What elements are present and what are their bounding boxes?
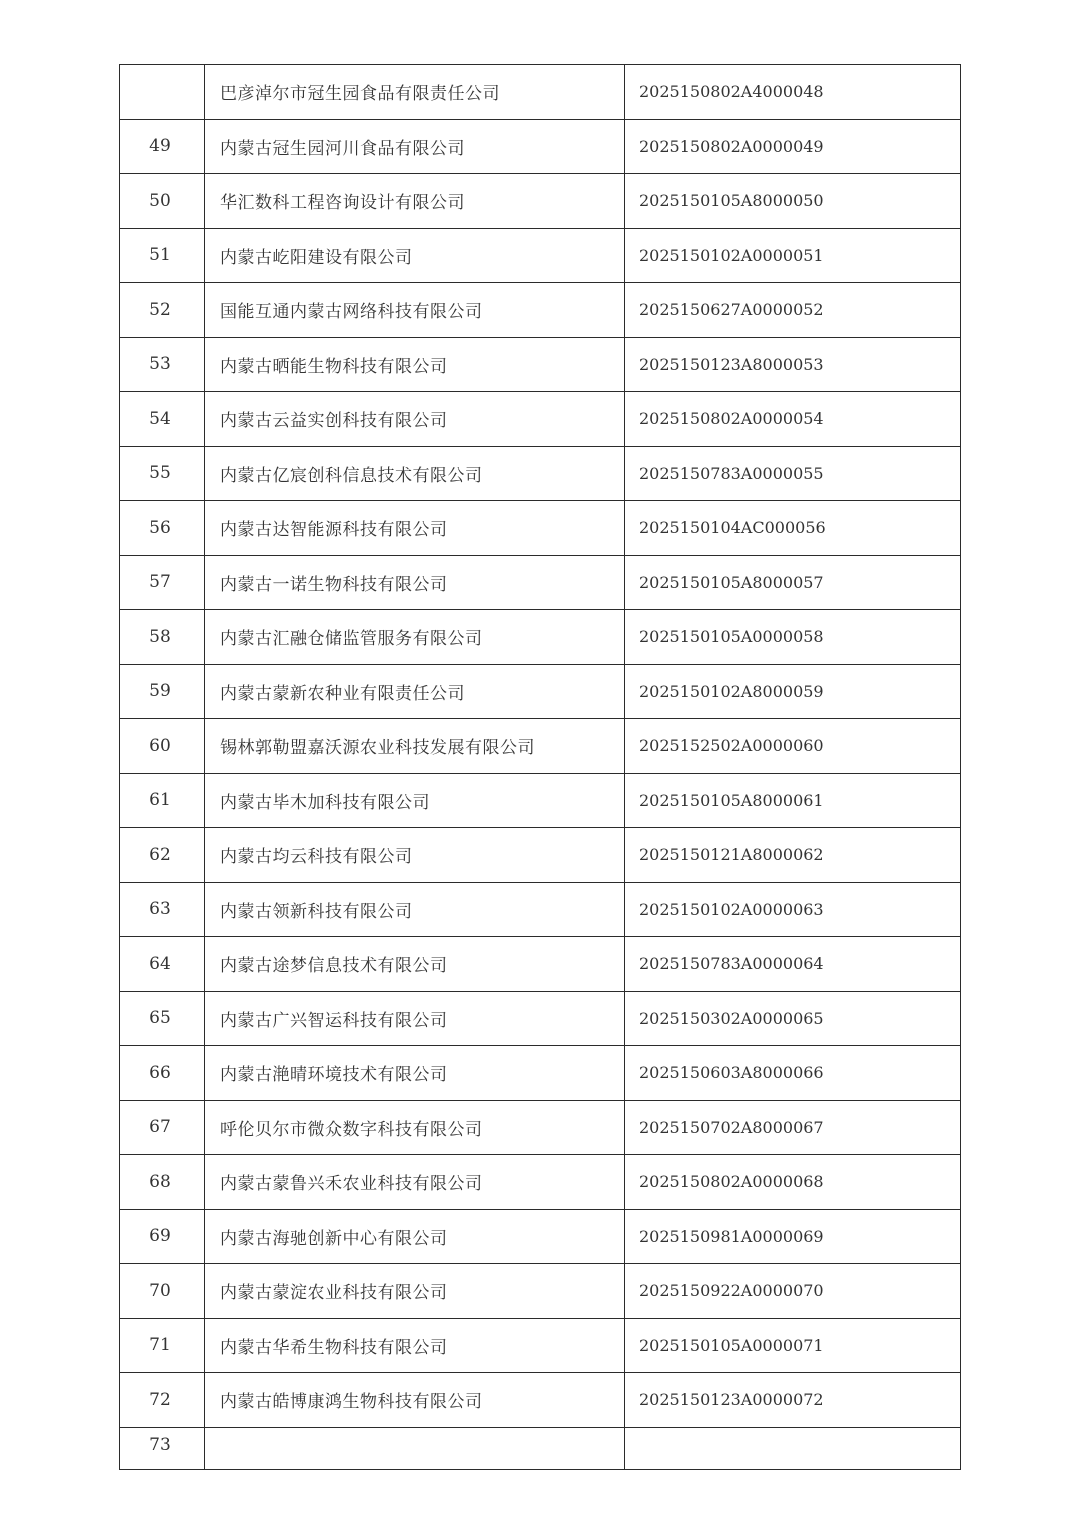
company-registry-table xyxy=(119,64,961,1470)
company-name: 巴彦淖尔市冠生园食品有限责任公司 xyxy=(205,65,625,120)
company-name: 内蒙古云益实创科技有限公司 xyxy=(205,392,625,447)
row-index: 59 xyxy=(120,664,205,719)
row-index: 55 xyxy=(120,446,205,501)
company-name: 内蒙古均云科技有限公司 xyxy=(205,828,625,883)
company-name: 内蒙古亿宸创科信息技术有限公司 xyxy=(205,446,625,501)
table-row xyxy=(120,1100,961,1155)
table-row xyxy=(120,119,961,174)
row-index: 58 xyxy=(120,610,205,665)
registration-code: 2025150105A8000061 xyxy=(625,773,961,828)
company-name: 内蒙古蒙鲁兴禾农业科技有限公司 xyxy=(205,1155,625,1210)
row-index: 62 xyxy=(120,828,205,883)
registration-code: 2025150102A0000051 xyxy=(625,228,961,283)
company-name: 呼伦贝尔市微众数字科技有限公司 xyxy=(205,1100,625,1155)
registration-code: 2025152502A0000060 xyxy=(625,719,961,774)
company-name: 内蒙古冠生园河川食品有限公司 xyxy=(205,119,625,174)
registration-code: 2025150105A0000071 xyxy=(625,1318,961,1373)
table-row xyxy=(120,937,961,992)
company-name: 内蒙古华希生物科技有限公司 xyxy=(205,1318,625,1373)
company-name: 内蒙古滟晴环境技术有限公司 xyxy=(205,1046,625,1101)
document-page xyxy=(119,64,960,1470)
row-index: 68 xyxy=(120,1155,205,1210)
table-row xyxy=(120,174,961,229)
row-index xyxy=(120,65,205,120)
row-index: 54 xyxy=(120,392,205,447)
row-index: 73 xyxy=(120,1427,205,1469)
company-name: 国能互通内蒙古网络科技有限公司 xyxy=(205,283,625,338)
registration-code: 2025150783A0000064 xyxy=(625,937,961,992)
row-index: 60 xyxy=(120,719,205,774)
registration-code: 2025150981A0000069 xyxy=(625,1209,961,1264)
registration-code: 2025150603A8000066 xyxy=(625,1046,961,1101)
row-index: 64 xyxy=(120,937,205,992)
table-row xyxy=(120,773,961,828)
table-row xyxy=(120,1155,961,1210)
company-name: 内蒙古广兴智运科技有限公司 xyxy=(205,991,625,1046)
company-name xyxy=(205,1427,625,1469)
row-index: 51 xyxy=(120,228,205,283)
registration-code: 2025150104AC000056 xyxy=(625,501,961,556)
table-row xyxy=(120,719,961,774)
company-name: 内蒙古一诺生物科技有限公司 xyxy=(205,555,625,610)
row-index: 65 xyxy=(120,991,205,1046)
company-name: 内蒙古途梦信息技术有限公司 xyxy=(205,937,625,992)
company-name: 内蒙古蒙新农种业有限责任公司 xyxy=(205,664,625,719)
company-name: 锡林郭勒盟嘉沃源农业科技发展有限公司 xyxy=(205,719,625,774)
registration-code: 2025150102A8000059 xyxy=(625,664,961,719)
registration-code: 2025150105A8000050 xyxy=(625,174,961,229)
row-index: 67 xyxy=(120,1100,205,1155)
table-row xyxy=(120,1373,961,1428)
registration-code: 2025150627A0000052 xyxy=(625,283,961,338)
row-index: 70 xyxy=(120,1264,205,1319)
registration-code: 2025150802A4000048 xyxy=(625,65,961,120)
table-body xyxy=(120,65,961,1470)
company-name: 内蒙古蒙淀农业科技有限公司 xyxy=(205,1264,625,1319)
registration-code: 2025150802A0000049 xyxy=(625,119,961,174)
row-index: 71 xyxy=(120,1318,205,1373)
row-index: 63 xyxy=(120,882,205,937)
row-index: 69 xyxy=(120,1209,205,1264)
registration-code: 2025150802A0000054 xyxy=(625,392,961,447)
registration-code: 2025150922A0000070 xyxy=(625,1264,961,1319)
table-row xyxy=(120,1209,961,1264)
registration-code: 2025150702A8000067 xyxy=(625,1100,961,1155)
registration-code xyxy=(625,1427,961,1469)
registration-code: 2025150123A0000072 xyxy=(625,1373,961,1428)
table-row xyxy=(120,610,961,665)
table-row xyxy=(120,882,961,937)
table-row xyxy=(120,446,961,501)
company-name: 内蒙古皓博康鸿生物科技有限公司 xyxy=(205,1373,625,1428)
table-row xyxy=(120,828,961,883)
company-name: 内蒙古屹阳建设有限公司 xyxy=(205,228,625,283)
company-name: 内蒙古海驰创新中心有限公司 xyxy=(205,1209,625,1264)
registration-code: 2025150121A8000062 xyxy=(625,828,961,883)
table-row xyxy=(120,1318,961,1373)
company-name: 内蒙古达智能源科技有限公司 xyxy=(205,501,625,556)
row-index: 53 xyxy=(120,337,205,392)
table-row xyxy=(120,664,961,719)
row-index: 57 xyxy=(120,555,205,610)
row-index: 49 xyxy=(120,119,205,174)
table-row-partial xyxy=(120,1427,961,1469)
registration-code: 2025150783A0000055 xyxy=(625,446,961,501)
table-row xyxy=(120,991,961,1046)
table-row xyxy=(120,337,961,392)
registration-code: 2025150302A0000065 xyxy=(625,991,961,1046)
row-index: 61 xyxy=(120,773,205,828)
row-index: 66 xyxy=(120,1046,205,1101)
table-row xyxy=(120,1264,961,1319)
row-index: 52 xyxy=(120,283,205,338)
table-row xyxy=(120,501,961,556)
registration-code: 2025150123A8000053 xyxy=(625,337,961,392)
table-row xyxy=(120,555,961,610)
row-index: 56 xyxy=(120,501,205,556)
row-index: 50 xyxy=(120,174,205,229)
registration-code: 2025150105A8000057 xyxy=(625,555,961,610)
company-name: 内蒙古晒能生物科技有限公司 xyxy=(205,337,625,392)
table-row xyxy=(120,283,961,338)
company-name: 内蒙古汇融仓储监管服务有限公司 xyxy=(205,610,625,665)
table-row xyxy=(120,65,961,120)
registration-code: 2025150802A0000068 xyxy=(625,1155,961,1210)
table-row xyxy=(120,228,961,283)
registration-code: 2025150102A0000063 xyxy=(625,882,961,937)
registration-code: 2025150105A0000058 xyxy=(625,610,961,665)
table-row xyxy=(120,392,961,447)
table-row xyxy=(120,1046,961,1101)
company-name: 华汇数科工程咨询设计有限公司 xyxy=(205,174,625,229)
company-name: 内蒙古毕木加科技有限公司 xyxy=(205,773,625,828)
row-index: 72 xyxy=(120,1373,205,1428)
company-name: 内蒙古领新科技有限公司 xyxy=(205,882,625,937)
